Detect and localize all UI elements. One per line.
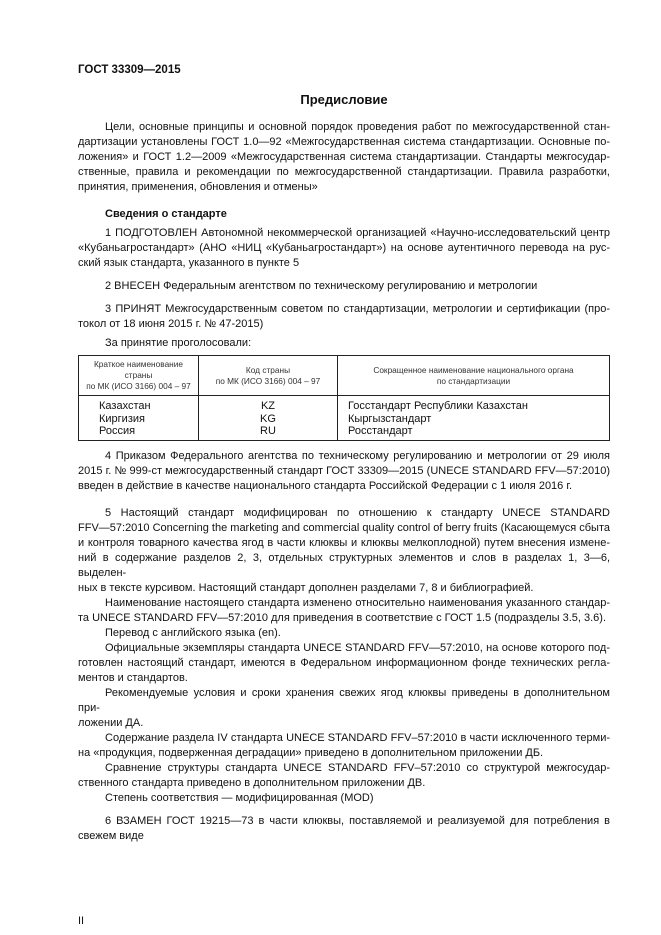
text-line: 3 ПРИНЯТ Межгосударственным советом по стандартизации, метрологии и сертификации (про- bbox=[105, 303, 610, 315]
text-line: введен в действие в качестве национального стандарта Российской Федерации с 1 июля 2016 г. bbox=[78, 479, 573, 492]
paragraph bbox=[78, 731, 610, 761]
item-5-section bbox=[78, 506, 610, 806]
organ-cell: Росстандарт bbox=[338, 425, 610, 440]
intro-paragraph bbox=[78, 120, 610, 195]
item-6-paragraph bbox=[78, 814, 610, 844]
voting-table bbox=[78, 355, 610, 441]
page-content bbox=[78, 63, 610, 929]
page-title: Предисловие bbox=[300, 92, 388, 107]
country-cell: Казахстан bbox=[79, 396, 199, 413]
text-line: 1 ПОДГОТОВЛЕН Автономной некоммерческой организацией «Научно-исследовательский центр bbox=[105, 227, 610, 239]
text-line: ственного стандарта приведено в дополнительном приложении ДВ. bbox=[78, 776, 426, 789]
text-line: 2015 г. № 999-ст межгосударственный стандарт ГОСТ 33309—2015 (UNECE STANDARD FFV—57:2010) bbox=[78, 464, 610, 477]
text-line: принятия, применения, обновления и отмены» bbox=[78, 181, 318, 193]
item-2-paragraph bbox=[78, 279, 610, 294]
code-cell: KG bbox=[199, 413, 338, 426]
text-line: Содержание раздела IV стандарта UNECE STANDARD FFV–57:2010 в части исключенного терми- bbox=[105, 731, 610, 744]
text-line: на «продукция, подверженная деградации» приведено в дополнительном приложении ДБ. bbox=[78, 746, 544, 759]
text-line: 2 ВНЕСЕН Федеральным агентством по техническому регулированию и метрологии bbox=[105, 280, 538, 292]
text-line: дартизации установлены ГОСТ 1.0—92 «Межгосударственная система стандартизации. Основные по- bbox=[78, 136, 610, 148]
text-line: ний в содержание разделов 2, 3, отдельных структурных элементов и слов в разделах 1, 3—6, выделен- bbox=[78, 551, 610, 579]
column-header-country: Краткое наименование страны по МК (ИСО 3166) 004 – 97 bbox=[79, 356, 199, 396]
text-line: ственные, правила и рекомендации по межгосударственной стандартизации. Правила разработки, bbox=[78, 166, 610, 178]
country-cell: Россия bbox=[79, 425, 199, 440]
document-header: ГОСТ 33309—2015 bbox=[78, 64, 181, 76]
text-line: Наименование настоящего стандарта изменено относительно наименования указанного стандар- bbox=[105, 596, 610, 609]
column-header-organ: Сокращенное наименование национального органа по стандартизации bbox=[338, 356, 610, 396]
paragraph bbox=[78, 761, 610, 791]
paragraph bbox=[78, 791, 610, 806]
text-line: ложения» и ГОСТ 1.2—2009 «Межгосударственная система стандартизации. Стандарты межгосудар- bbox=[78, 151, 610, 163]
text-line: и контроля товарного качества ягод в части клюквы и клюквы мелкоплодной) путем внесения измене- bbox=[78, 536, 610, 549]
text-line: Степень соответствия — модифицированная (MOD) bbox=[105, 791, 374, 804]
text-line: 6 ВЗАМЕН ГОСТ 19215—73 в части клюквы, поставляемой и реализуемой для потребления в bbox=[105, 814, 610, 827]
text-line: FFV—57:2010 Concerning the marketing and commercial quality control of berry fruits (Касающемуся сбыта bbox=[78, 521, 610, 534]
column-header-code: Код страны по МК (ИСО 3166) 004 – 97 bbox=[199, 356, 338, 396]
organ-cell: Кыргызстандарт bbox=[338, 413, 610, 426]
table-row bbox=[79, 396, 610, 413]
text-line: Цели, основные принципы и основной порядок проведения работ по межгосударственной стан- bbox=[105, 121, 610, 133]
text-line: ных в тексте курсивом. Настоящий стандарт дополнен разделами 7, 8 и библиографией. bbox=[78, 581, 534, 594]
item-4-paragraph bbox=[78, 449, 610, 494]
text-line: 4 Приказом Федерального агентства по техническому регулированию и метрологии от 29 июля bbox=[105, 449, 610, 462]
paragraph bbox=[78, 686, 610, 731]
table-row bbox=[79, 413, 610, 426]
voted-label: За принятие проголосовали: bbox=[105, 337, 252, 349]
text-line: Перевод с английского языка (en). bbox=[105, 626, 281, 639]
text-line: Рекомендуемые условия и сроки хранения свежих ягод клюквы приведены в дополнительном при- bbox=[78, 686, 610, 714]
section-title: Сведения о стандарте bbox=[105, 208, 227, 220]
text-line: свежем виде bbox=[78, 829, 144, 842]
paragraph bbox=[78, 506, 610, 596]
paragraph bbox=[78, 596, 610, 626]
page-number: II bbox=[78, 914, 85, 927]
paragraph bbox=[78, 626, 610, 641]
text-line: Сравнение структуры стандарта UNECE STANDARD FFV–57:2010 со структурой межгосудар- bbox=[105, 761, 610, 774]
item-1-paragraph bbox=[78, 226, 610, 271]
text-line: «Кубаньагростандарт» (АНО «НИЦ «Кубаньагростандарт») на основе аутентичного перевода на рус- bbox=[78, 242, 610, 254]
organ-cell: Госстандарт Республики Казахстан bbox=[338, 396, 610, 413]
text-line: готовлен настоящий стандарт, имеются в Федеральном информационном фонде технических регла- bbox=[78, 656, 610, 669]
text-line: токол от 18 июня 2015 г. № 47-2015) bbox=[78, 318, 264, 330]
code-cell: KZ bbox=[199, 396, 338, 413]
text-line: ложении ДА. bbox=[78, 716, 144, 729]
country-cell: Киргизия bbox=[79, 413, 199, 426]
text-line: ский язык стандарта, указанного в пункте 5 bbox=[78, 257, 300, 269]
paragraph bbox=[78, 641, 610, 686]
text-line: та UNECE STANDARD FFV—57:2010 для приведения в соответствие с ГОСТ 1.5 (подразделы 3.5, 3.6). bbox=[78, 611, 607, 624]
text-line: Официальные экземпляры стандарта UNECE STANDARD FFV—57:2010, на основе которого под- bbox=[105, 641, 610, 654]
table-row bbox=[79, 425, 610, 440]
text-line: ментов и стандартов. bbox=[78, 671, 188, 684]
item-3-paragraph bbox=[78, 302, 610, 332]
code-cell: RU bbox=[199, 425, 338, 440]
text-line: 5 Настоящий стандарт модифицирован по отношению к стандарту UNECE STANDARD bbox=[105, 506, 610, 519]
